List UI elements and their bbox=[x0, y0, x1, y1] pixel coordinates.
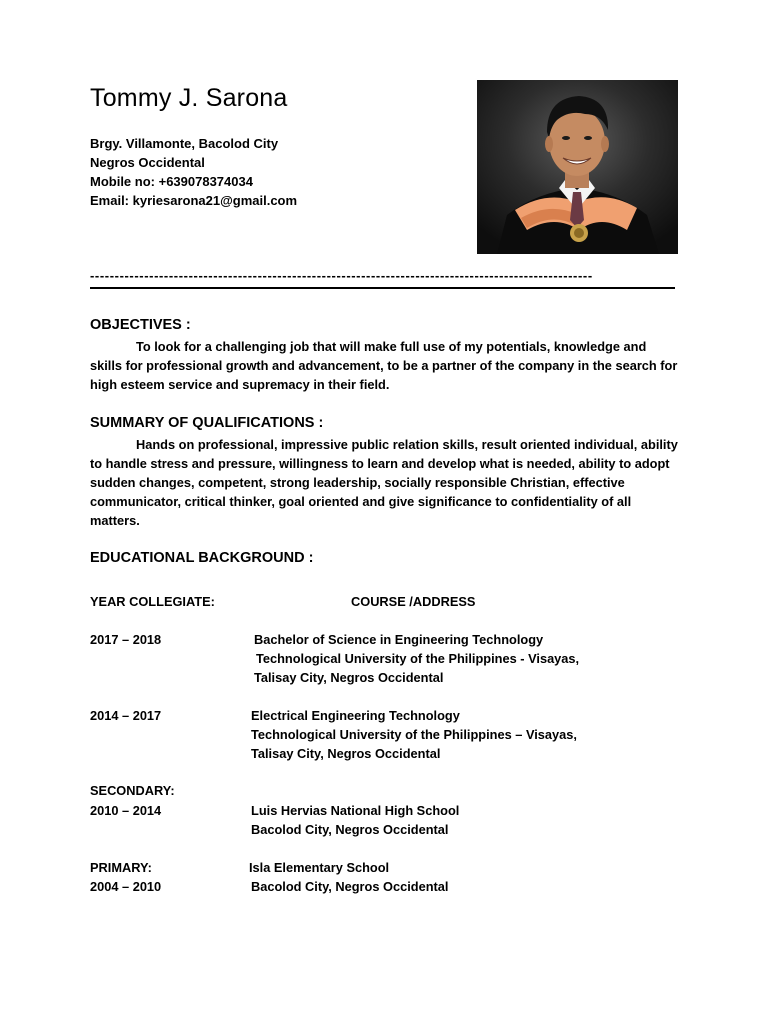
email-address: Email: kyriesarona21@gmail.com bbox=[90, 193, 298, 208]
entry-1-line-2: Technological University of the Philippines - Visayas, bbox=[256, 651, 580, 666]
education-heading: EDUCATIONAL BACKGROUND : bbox=[90, 550, 314, 566]
objectives-heading: OBJECTIVES : bbox=[90, 317, 191, 333]
entry-2-line-2: Technological University of the Philippines – Visayas, bbox=[251, 727, 577, 742]
entry-1-line-1: Bachelor of Science in Engineering Technology bbox=[254, 632, 544, 647]
primary-label: PRIMARY: bbox=[90, 860, 152, 875]
address-line-1: Brgy. Villamonte, Bacolod City bbox=[90, 136, 279, 151]
secondary-address: Bacolod City, Negros Occidental bbox=[251, 822, 449, 837]
secondary-years: 2010 – 2014 bbox=[90, 803, 162, 818]
qualifications-body: Hands on professional, impressive public relation skills, result oriented individual, ability to handle stress and pressure, willingness to learn and develop what is needed, ability to adopt sudden changes, competent, strong leadership, socially responsible Christian, effective communicator, critical thinker, goal oriented and give significance to confidentiality of all matters. bbox=[90, 437, 678, 528]
primary-years: 2004 – 2010 bbox=[90, 879, 162, 894]
objectives-text bbox=[90, 337, 678, 394]
course-address-label: COURSE /ADDRESS bbox=[351, 594, 476, 609]
primary-address: Bacolod City, Negros Occidental bbox=[251, 879, 449, 894]
primary-school: Isla Elementary School bbox=[249, 860, 390, 875]
mobile-number: Mobile no: +639078374034 bbox=[90, 174, 253, 189]
profile-photo bbox=[477, 80, 678, 254]
entry-2-line-3: Talisay City, Negros Occidental bbox=[251, 746, 441, 761]
entry-2-years: 2014 – 2017 bbox=[90, 708, 162, 723]
entry-1-years: 2017 – 2018 bbox=[90, 632, 162, 647]
entry-1-line-3: Talisay City, Negros Occidental bbox=[254, 670, 444, 685]
address-line-2: Negros Occidental bbox=[90, 155, 205, 170]
horizontal-rule bbox=[90, 287, 675, 289]
qualifications-heading: SUMMARY OF QUALIFICATIONS : bbox=[90, 415, 324, 431]
secondary-school: Luis Hervias National High School bbox=[251, 803, 460, 818]
secondary-label: SECONDARY: bbox=[90, 783, 175, 798]
qualifications-text bbox=[90, 435, 678, 530]
dashed-divider: ------------------------------------------------------------------------------------------------------ bbox=[90, 268, 593, 283]
objectives-body: To look for a challenging job that will make full use of my potentials, knowledge and skills for professional growth and advancement, to be a partner of the company in the search for high esteem service and supremacy in their field. bbox=[90, 339, 678, 392]
year-collegiate-label: YEAR COLLEGIATE: bbox=[90, 594, 215, 609]
person-name: Tommy J. Sarona bbox=[90, 84, 288, 112]
entry-2-line-1: Electrical Engineering Technology bbox=[251, 708, 460, 723]
